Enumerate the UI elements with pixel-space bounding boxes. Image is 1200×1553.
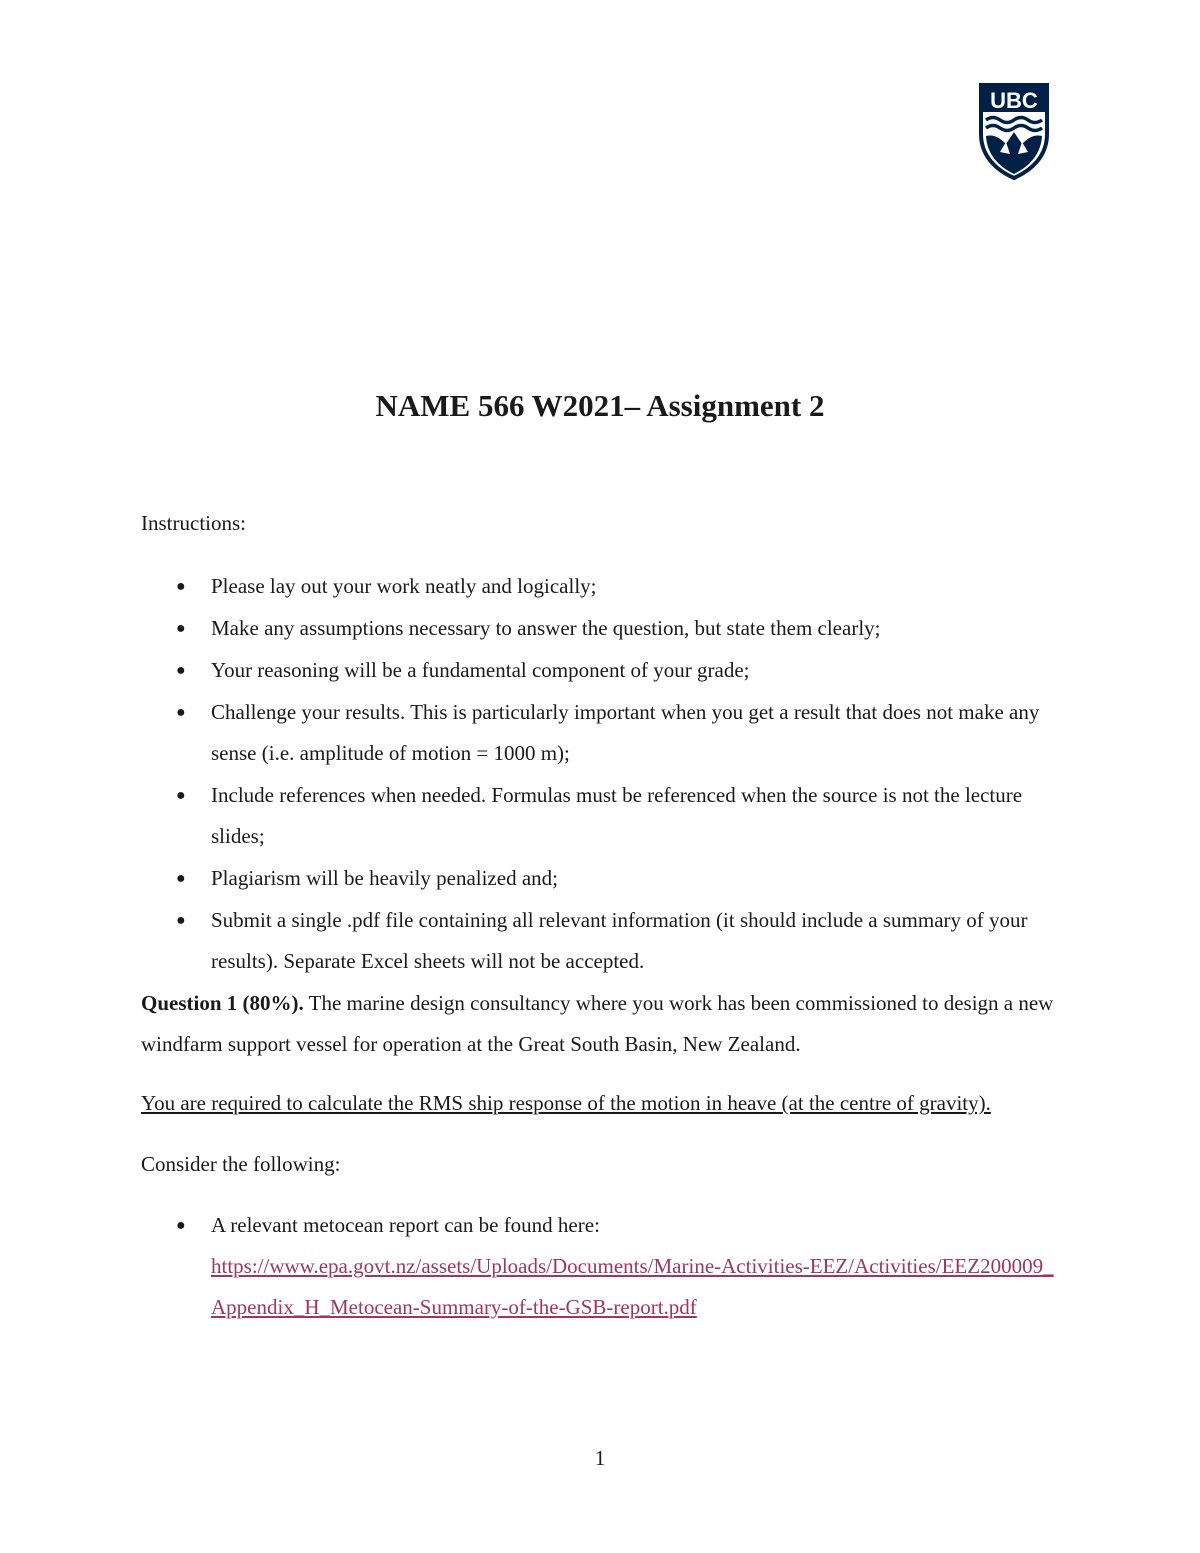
document-title: NAME 566 W2021– Assignment 2: [375, 388, 825, 423]
bullet-icon: ●: [176, 578, 186, 595]
logo-text: UBC: [990, 88, 1038, 113]
instructions-list: [141, 566, 1061, 982]
bullet-icon: ●: [176, 912, 186, 929]
list-item: ● Please lay out your work neatly and logically;: [141, 566, 1061, 607]
question-1-text: The marine design consultancy where you work has been commissioned to design a new windfarm support vessel for operation at the Great South Basin, New Zealand.: [141, 991, 1054, 1056]
list-item: ● Your reasoning will be a fundamental component of your grade;: [141, 650, 1061, 691]
question-1-label: Question 1 (80%).: [141, 991, 304, 1015]
metocean-report-link[interactable]: https://www.epa.govt.nz/assets/Uploads/Documents/Marine-Activities-EEZ/Activities/EEZ200009_Appendix_H_Metocean-Summary-of-the-GSB-report.pdf: [211, 1254, 1054, 1319]
list-item: ● Include references when needed. Formulas must be referenced when the source is not the lecture slides;: [141, 775, 1061, 857]
bullet-icon: ●: [176, 662, 186, 679]
consider-label: Consider the following:: [141, 1152, 341, 1176]
list-item: ● Submit a single .pdf file containing all relevant information (it should include a summary of your results). Separate Excel sheets will not be accepted.: [141, 900, 1061, 982]
ubc-crest-icon: [978, 82, 1050, 180]
consider-list: [141, 1205, 1061, 1328]
page-number: 1: [594, 1446, 606, 1470]
bullet-icon: ●: [176, 1217, 186, 1234]
ubc-logo: [978, 82, 1050, 180]
requirement-text: You are required to calculate the RMS ship response of the motion in heave (at the centre of gravity).: [141, 1091, 991, 1115]
list-item: ● Make any assumptions necessary to answer the question, but state them clearly;: [141, 608, 1061, 649]
instructions-label: Instructions:: [141, 511, 246, 535]
bullet-icon: ●: [176, 620, 186, 637]
bullet-icon: ●: [176, 787, 186, 804]
list-item: ● A relevant metocean report can be found here: https://www.epa.govt.nz/assets/Uploads/Documents/Marine-Activities-EEZ/Activities/EEZ200009_Appendix_H_Metocean-Summary-of-the-GSB-report.pdf: [141, 1205, 1061, 1328]
list-item: ● Challenge your results. This is particularly important when you get a result that does not make any sense (i.e. amplitude of motion = 1000 m);: [141, 692, 1061, 774]
question-1: [141, 983, 1061, 1065]
bullet-icon: ●: [176, 870, 186, 887]
bullet-icon: ●: [176, 704, 186, 721]
document-body: [141, 503, 1061, 1329]
list-item: ● Plagiarism will be heavily penalized and;: [141, 858, 1061, 899]
